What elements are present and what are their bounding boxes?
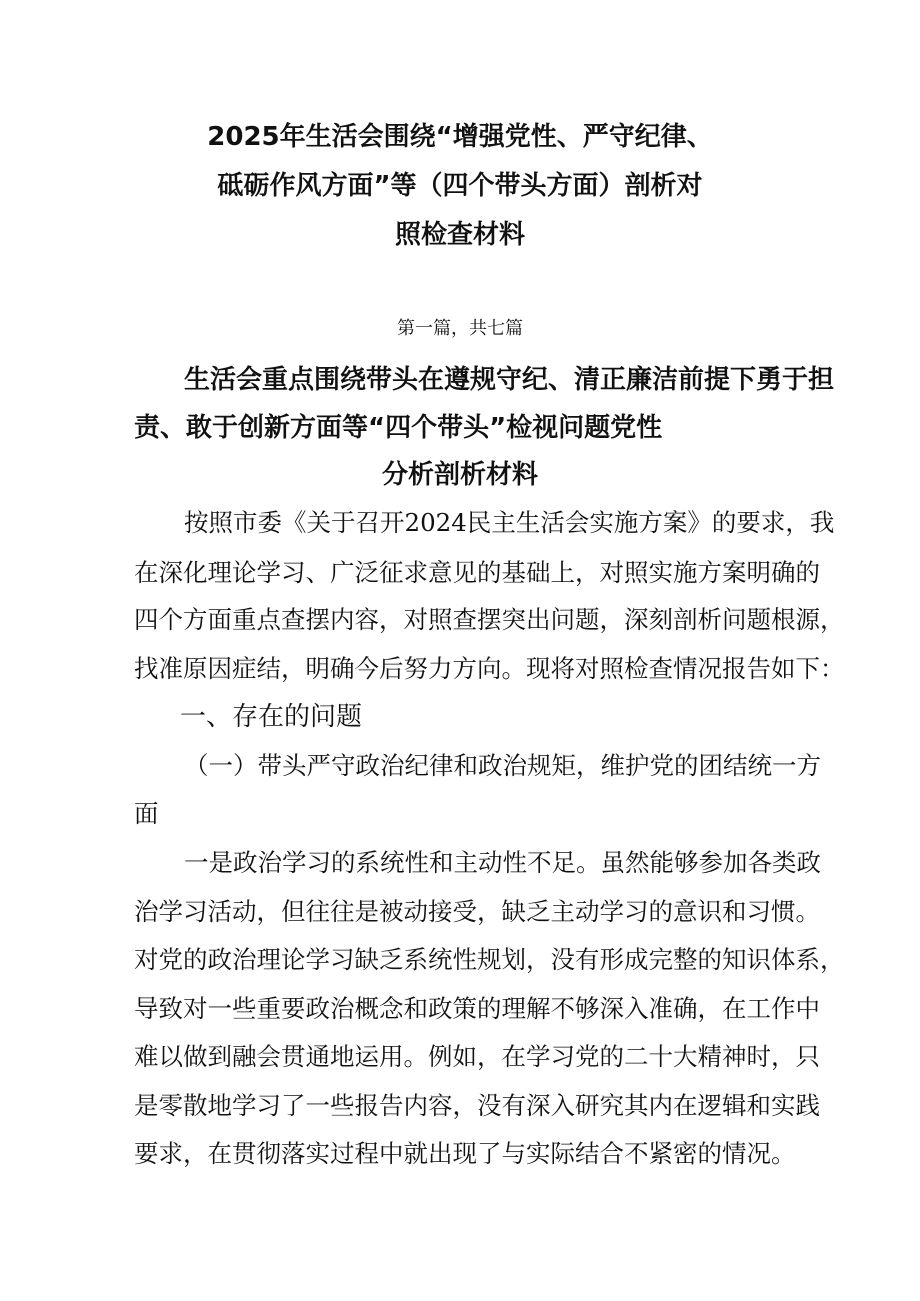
intro-line-4: 找准原因症结，明确今后努力方向。现将对照检查情况报告如下： <box>134 654 845 683</box>
intro-line-1: 按照市委《关于召开2024民主生活会实施方案》的要求，我 <box>184 508 835 537</box>
chapter-label: 第一篇，共七篇 <box>397 318 523 339</box>
paragraph-line-3: 对党的政治理论学习缺乏系统性规划，没有形成完整的知识体系， <box>134 945 845 974</box>
paragraph-line-1: 一是政治学习的系统性和主动性不足。虽然能够参加各类政 <box>184 848 821 877</box>
subsection-line-2: 面 <box>134 799 159 828</box>
paragraph-line-7: 要求，在贯彻落实过程中就出现了与实际结合不紧密的情况。 <box>134 1139 796 1168</box>
paragraph-line-5: 难以做到融会贯通地运用。例如，在学习党的二十大精神时，只 <box>134 1042 820 1071</box>
paragraph-line-4: 导致对一些重要政治概念和政策的理解不够深入准确，在工作中 <box>134 994 820 1023</box>
subsection-line-1: （一）带头严守政治纪律和政治规矩，维护党的团结统一方 <box>184 751 821 780</box>
subtitle-line-1: 生活会重点围绕带头在遵规守纪、清正廉洁前提下勇于担 <box>184 365 835 395</box>
intro-line-3: 四个方面重点查摆内容，对照查摆突出问题，深刻剖析问题根源， <box>134 605 845 634</box>
title-line-1: 2025年生活会围绕“增强党性、严守纪律、 <box>207 122 713 152</box>
subtitle-line-2: 责、敢于创新方面等“四个带头”检视问题党性 <box>134 413 663 443</box>
section-heading: 一、存在的问题 <box>180 702 363 732</box>
intro-line-2: 在深化理论学习、广泛征求意见的基础上，对照实施方案明确的 <box>134 558 820 587</box>
title-line-3: 照检查材料 <box>394 220 525 250</box>
subtitle-line-3: 分析剖析材料 <box>381 460 538 490</box>
title-line-2: 砥砺作风方面”等（四个带头方面）剖析对 <box>217 171 703 201</box>
paragraph-line-2: 治学习活动，但往往是被动接受，缺乏主动学习的意识和习惯。 <box>134 897 820 926</box>
paragraph-line-6: 是零散地学习了一些报告内容，没有深入研究其内在逻辑和实践 <box>134 1091 820 1120</box>
